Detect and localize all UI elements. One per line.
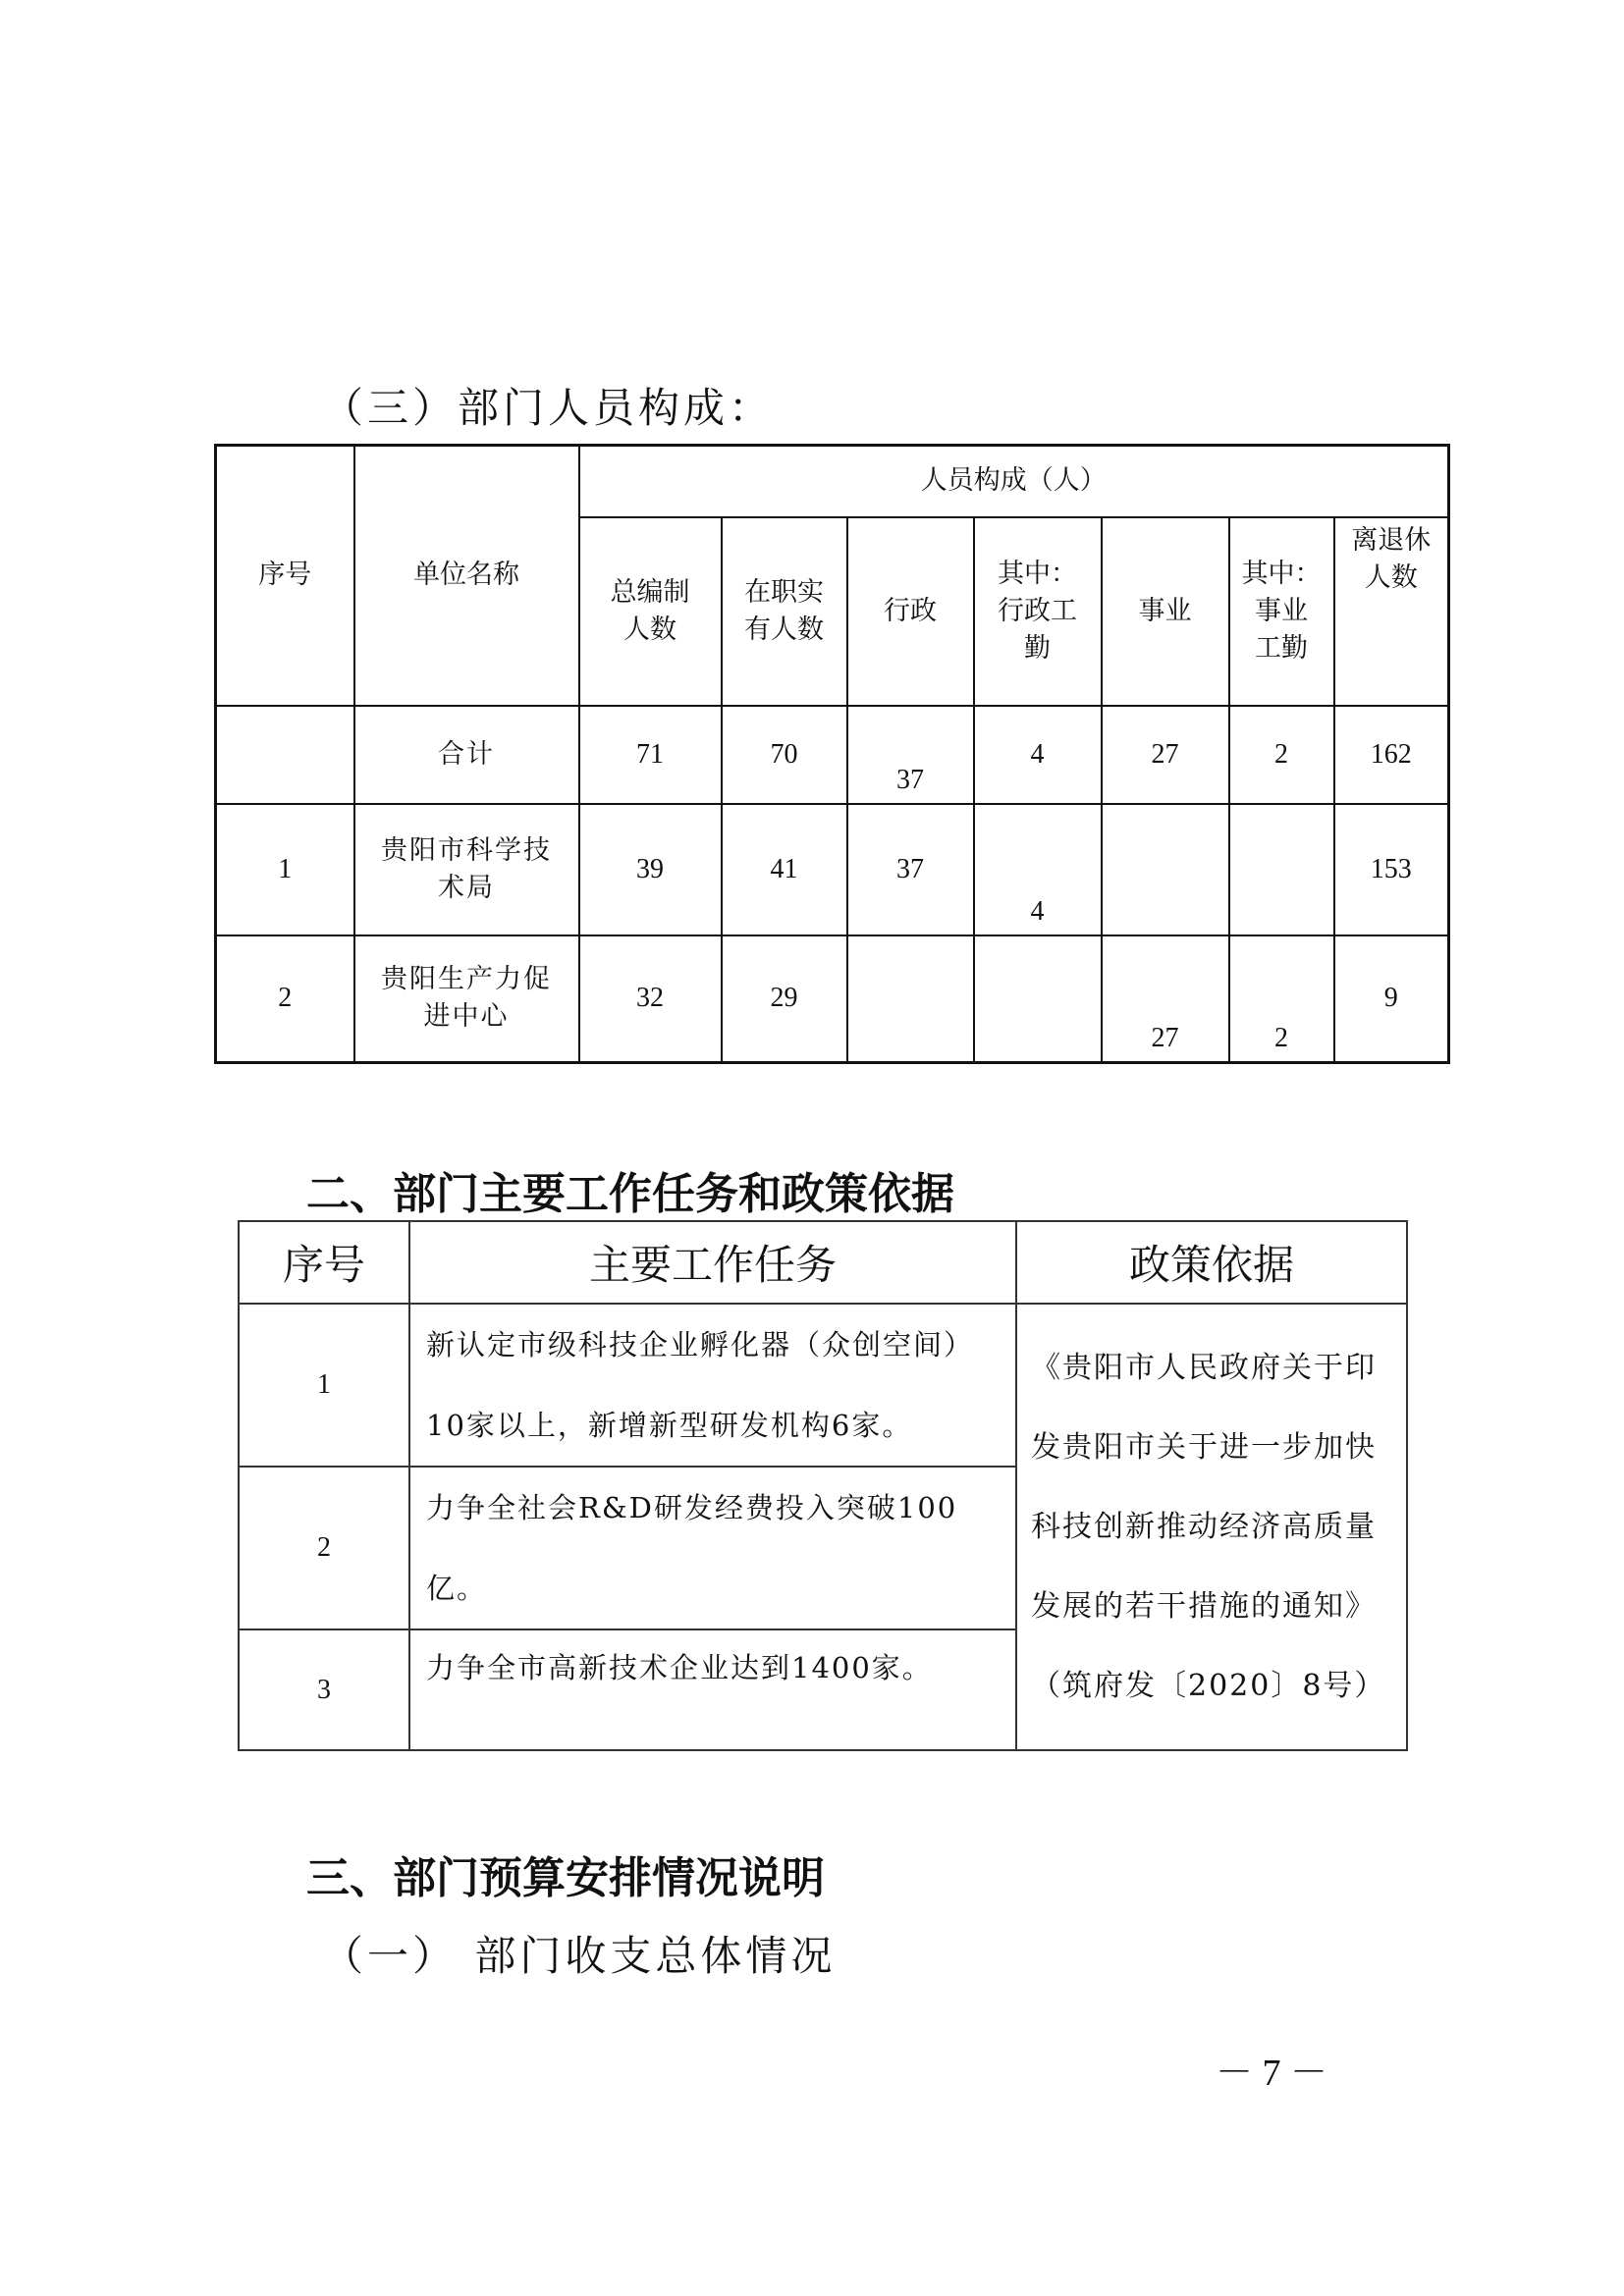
cell-inst-worker: 2 — [1229, 706, 1334, 804]
header-seq: 序号 — [216, 446, 354, 706]
page-number: － 7 － — [1216, 2053, 1328, 2094]
cell-unit: 贵阳生产力促 进中心 — [354, 935, 579, 1063]
header-total-quota: 总编制 人数 — [579, 517, 722, 706]
header-admin: 行政 — [847, 517, 974, 706]
cell-admin: 37 — [847, 706, 974, 804]
table-row — [216, 804, 1449, 935]
cell-admin-worker — [974, 935, 1102, 1063]
cell-institution: 27 — [1102, 706, 1229, 804]
cell-admin — [847, 935, 974, 1063]
tasks-policy-table — [238, 1220, 1408, 1751]
staff-composition-table — [214, 444, 1450, 1064]
cell-policy-basis: 《贵阳市人民政府关于印发贵阳市关于进一步加快科技创新推动经济高质量发展的若干措施的通知》（筑府发〔2020〕8号） — [1016, 1304, 1407, 1750]
cell-total-quota: 39 — [579, 804, 722, 935]
section-title-budget: 三、部门预算安排情况说明 — [306, 1853, 825, 1903]
cell-retired: 162 — [1334, 706, 1449, 804]
cell-retired: 9 — [1334, 935, 1449, 1063]
cell-seq: 2 — [216, 935, 354, 1063]
cell-seq: 2 — [239, 1467, 409, 1629]
section-title-tasks: 二、部门主要工作任务和政策依据 — [306, 1169, 954, 1219]
cell-task: 新认定市级科技企业孵化器（众创空间）10家以上，新增新型研发机构6家。 — [409, 1304, 1016, 1467]
cell-unit: 合计 — [354, 706, 579, 804]
table-row — [216, 706, 1449, 804]
cell-seq: 3 — [239, 1629, 409, 1750]
cell-inst-worker — [1229, 804, 1334, 935]
cell-admin-worker: 4 — [974, 804, 1102, 935]
cell-task: 力争全市高新技术企业达到1400家。 — [409, 1629, 1016, 1750]
header-admin-worker: 其中： 行政工 勤 — [974, 517, 1102, 706]
cell-seq: 1 — [216, 804, 354, 935]
header-task: 主要工作任务 — [409, 1221, 1016, 1304]
cell-task: 力争全社会R&D研发经费投入突破100亿。 — [409, 1467, 1016, 1629]
cell-unit: 贵阳市科学技 术局 — [354, 804, 579, 935]
header-staff-group: 人员构成（人） — [579, 446, 1449, 517]
header-seq: 序号 — [239, 1221, 409, 1304]
subsection-title-budget-overview: （一） 部门收支总体情况 — [322, 1932, 837, 1980]
cell-actual: 29 — [722, 935, 847, 1063]
cell-institution — [1102, 804, 1229, 935]
header-institution: 事业 — [1102, 517, 1229, 706]
section-title-staff: （三）部门人员构成： — [322, 384, 775, 432]
cell-admin-worker: 4 — [974, 706, 1102, 804]
cell-actual: 70 — [722, 706, 847, 804]
header-policy: 政策依据 — [1016, 1221, 1407, 1304]
cell-total-quota: 32 — [579, 935, 722, 1063]
cell-retired: 153 — [1334, 804, 1449, 935]
header-inst-worker: 其中： 事业 工勤 — [1229, 517, 1334, 706]
cell-seq: 1 — [239, 1304, 409, 1467]
cell-inst-worker: 2 — [1229, 935, 1334, 1063]
cell-admin: 37 — [847, 804, 974, 935]
cell-seq — [216, 706, 354, 804]
table-row — [239, 1304, 1407, 1467]
cell-actual: 41 — [722, 804, 847, 935]
cell-total-quota: 71 — [579, 706, 722, 804]
header-actual-staff: 在职实 有人数 — [722, 517, 847, 706]
header-unit-name: 单位名称 — [354, 446, 579, 706]
header-retired: 离退休 人数 — [1334, 517, 1449, 706]
table-row — [216, 935, 1449, 1063]
cell-institution: 27 — [1102, 935, 1229, 1063]
